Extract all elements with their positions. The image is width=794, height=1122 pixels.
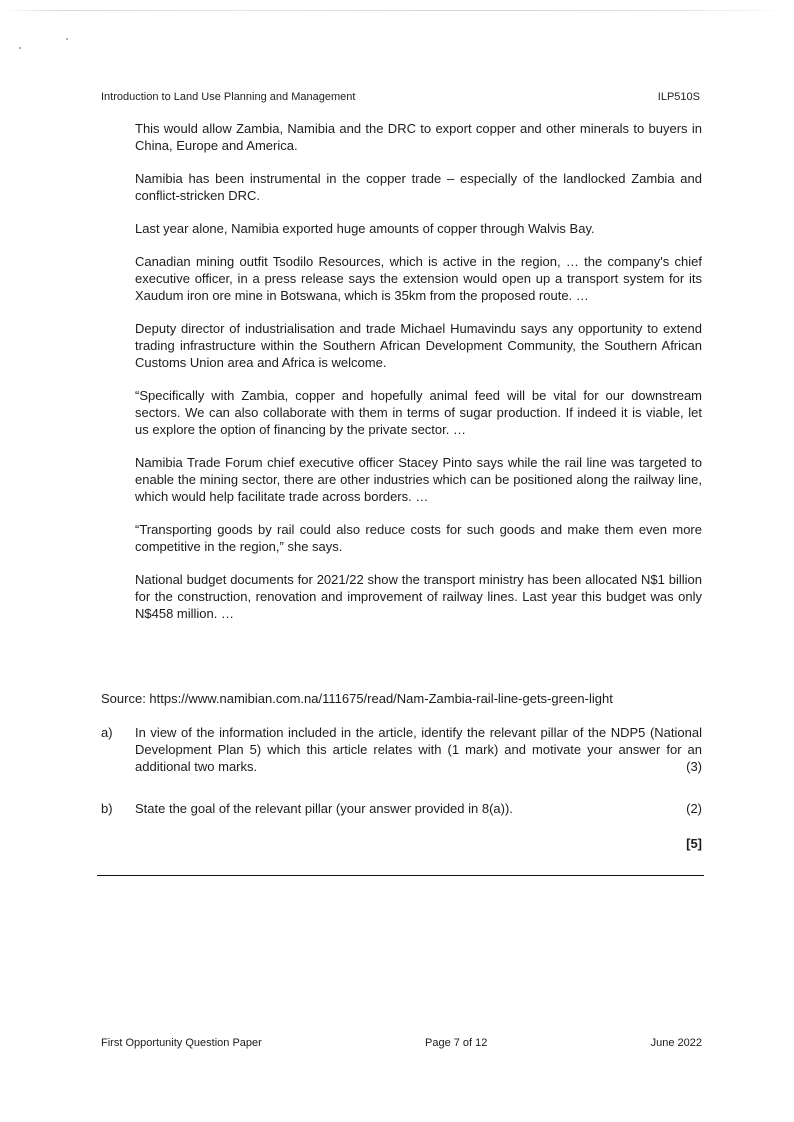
article-source: Source: https://www.namibian.com.na/111675/read/Nam-Zambia-rail-line-gets-green-light [101,691,613,706]
article-paragraph: This would allow Zambia, Namibia and the DRC to export copper and other minerals to buyers in China, Europe and America. [135,121,702,154]
article-paragraph: “Transporting goods by rail could also reduce costs for such goods and make them even more competitive in the region,” she says. [135,521,702,555]
question-label: a) [101,725,113,740]
article-paragraph: “Specifically with Zambia, copper and hopefully animal feed will be vital for our downstream sectors. We can also collaborate with them in terms of sugar production. If indeed it is viable, let us explore the option of financing by the private sector. … [135,387,702,438]
scan-artifact-line [0,10,794,11]
scan-speck [66,38,68,40]
question-marks: (2) [686,801,702,816]
scan-speck [19,47,21,49]
article-paragraph: National budget documents for 2021/22 show the transport ministry has been allocated N$1 billion for the construction, renovation and improvement of railway lines. Last year this budget was only N$458 million. … [135,571,702,622]
question-text: In view of the information included in the article, identify the relevant pillar of the NDP5 (National Development Plan 5) which this article relates with (1 mark) and motivate your answer for an additional two marks. [135,725,702,775]
article-paragraph: Namibia has been instrumental in the copper trade – especially of the landlocked Zambia and conflict-stricken DRC. [135,170,702,204]
question-b [101,800,702,817]
section-divider [97,875,704,876]
question-a [101,724,702,776]
page-footer [101,1037,702,1049]
footer-date: June 2022 [650,1037,702,1049]
footer-paper-type: First Opportunity Question Paper [101,1037,262,1049]
question-marks: (3) [686,759,702,775]
total-marks: [5] [686,836,702,851]
course-code: ILP510S [657,91,700,103]
article-paragraph: Namibia Trade Forum chief executive officer Stacey Pinto says while the rail line was targeted to enable the mining sector, there are other industries which can be positioned along the railway line, which would help facilitate trade across borders. … [135,454,702,505]
question-text-wrap [135,724,702,776]
page-header [101,91,700,103]
question-text: State the goal of the relevant pillar (your answer provided in 8(a)). [135,801,513,816]
footer-page-number: Page 7 of 12 [425,1037,488,1049]
article-excerpt [135,120,702,638]
article-paragraph: Last year alone, Namibia exported huge amounts of copper through Walvis Bay. [135,220,595,236]
course-title: Introduction to Land Use Planning and Management [101,91,356,103]
question-text-wrap [135,800,702,817]
article-paragraph: Canadian mining outfit Tsodilo Resources, which is active in the region, … the company's chief executive officer, in a press release says the extension would open up a transport system for its Xaudum iron ore mine in Botswana, which is 35km from the proposed route. … [135,253,702,303]
question-label: b) [101,801,113,816]
article-paragraph: Deputy director of industrialisation and trade Michael Humavindu says any opportunity to extend trading infrastructure within the Southern African Development Community, the Southern African Customs Union area and Africa is welcome. [135,320,702,371]
